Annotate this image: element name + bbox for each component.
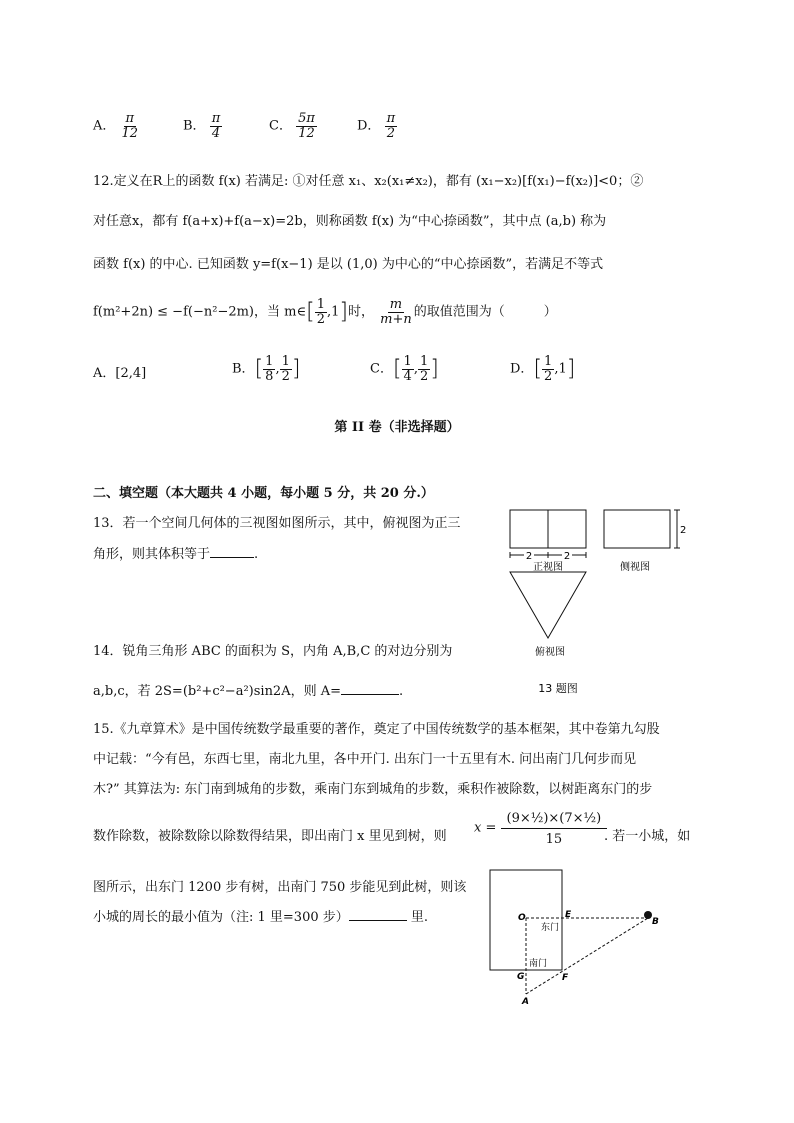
dim-front-right: 2 (563, 551, 571, 562)
formula-denominator: 15 (545, 831, 563, 847)
formula-numerator: (9×½)×(7×½) (501, 810, 608, 829)
q14-line2-text: a,b,c，若 2S=(b²+c²−a²)sin2A，则 A= (93, 684, 342, 699)
q15-line4-text: 数作除数，被除数除以除数得结果，即出南门 x 里见到树，则 (93, 829, 447, 844)
q15-formula (474, 810, 607, 846)
part-two-title: 第 II 卷（非选择题） (334, 420, 460, 435)
option-label: A． (93, 118, 116, 134)
frac-num: π (211, 111, 221, 126)
point-e: E (565, 910, 572, 920)
bracket-right: ] (339, 299, 348, 325)
q15-line6 (93, 906, 428, 925)
frac-num: 5π (298, 111, 315, 126)
q12-line3: 函数 f(x) 的中心. 已知函数 y=f(x−1) 是以 (1,0) 为中心的“中心捺函数”，若满足不等式 (93, 257, 604, 272)
answer-blank (349, 908, 407, 921)
bracket-right: ] (566, 356, 576, 382)
bracket-left: [ (254, 356, 264, 382)
bracket-left: [ (533, 356, 543, 382)
q15-city-figure (480, 862, 680, 1012)
q14-line1: 14．锐角三角形 ABC 的面积为 S，内角 A,B,C 的对边分别为 (93, 644, 453, 659)
q15-line6-end: 里. (410, 910, 429, 925)
q15-line4 (93, 825, 447, 844)
q15-line4-end: . 若一小城，如 (604, 829, 691, 844)
tree-marker (644, 911, 652, 919)
q12-option-b: B．[ $\frac{1}{8}$ , $\frac{1}{2}$ ] (232, 354, 301, 384)
frac-den: 4 (211, 125, 221, 141)
q12-option-a (93, 362, 146, 381)
q15-line1: 15.《九章算术》是中国传统数学最重要的著作，奠定了中国传统数学的基本框架，其中卷第九勾股 (93, 722, 660, 737)
q13-line2 (93, 543, 258, 562)
frac-den: 2 (386, 125, 395, 141)
frac-num: 1 (316, 297, 325, 312)
interval-end: ,1 (326, 304, 340, 320)
answer-blank (210, 545, 254, 558)
q14-line2 (93, 680, 403, 699)
q12-line4 (93, 298, 557, 326)
frac-num: 1 (419, 354, 429, 369)
frac-den: 2 (419, 368, 429, 384)
point-f: F (562, 973, 569, 983)
front-view-label: 正视图 (533, 562, 563, 573)
frac-den: 8 (265, 368, 274, 384)
point-o: O (518, 913, 526, 923)
interval-end: ,1 (554, 361, 567, 377)
option-label: B． (183, 118, 206, 134)
frac-den: m+n (380, 311, 412, 327)
frac-den: 2 (281, 368, 290, 384)
point-b: B (652, 917, 659, 927)
point-g: G (517, 972, 525, 982)
frac-den: 12 (121, 125, 139, 141)
option-label: D． (510, 361, 534, 377)
option-label: C． (269, 118, 292, 134)
bracket-left: [ (306, 299, 315, 325)
q12-option-d (510, 355, 575, 383)
option-label: B． (232, 361, 255, 377)
frac-num: m (389, 297, 403, 312)
q15-line2: 中记载：“今有邑，东西七里，南北九里，各中开门. 出东门一十五里有木. 问出南门几何步而见 (93, 752, 637, 767)
frac-den: 4 (403, 368, 412, 384)
frac-num: π (386, 111, 396, 126)
q12-option-c: C．[ $\frac{1}{4}$ , $\frac{1}{2}$ ] (370, 354, 439, 384)
frac-den: 2 (544, 368, 553, 384)
option-label: C． (370, 361, 393, 377)
q13-line2-text: 角形，则其体积等于 (93, 547, 211, 562)
top-view-triangle (510, 572, 586, 638)
q12-line4-part-c: 的取值范围为（ ） (413, 304, 557, 320)
q15-line6-text: 小城的周长的最小值为（注: 1 里=300 步） (93, 910, 349, 925)
q14-line2-end: . (399, 684, 404, 699)
frac-num: 1 (281, 354, 290, 369)
option-value: [2,4] (115, 366, 147, 381)
south-gate-label: 南门 (529, 959, 548, 969)
q11-option-d (357, 112, 397, 140)
q11-option-a (93, 112, 140, 140)
q15-line5: 图所示，出东门 1200 步有树，出南门 750 步能见到此树，则该 (93, 880, 467, 895)
q15-line3: 木?” 其算法为: 东门南到城角的步数，乘南门东到城角的步数，乘积作被除数，以树距离东门的步 (93, 782, 653, 797)
east-gate-label: 东门 (541, 923, 560, 933)
q12-line2: 对任意x，都有 f(a+x)+f(a−x)=2b，则称函数 f(x) 为“中心捺函数”，其中点 (a,b) 称为 (93, 214, 607, 229)
q11-option-c (269, 112, 317, 140)
q12-line1: 12.定义在R上的函数 f(x) 若满足: ①对任意 x₁、x₂(x₁≠x₂)，都有 (x₁−x₂)[f(x₁)−f(x₂)]<0；② (93, 174, 644, 189)
q13-three-view-figure (500, 500, 700, 700)
top-view-label: 俯视图 (535, 647, 565, 658)
frac-num: 1 (403, 354, 412, 369)
q13-line2-end: . (254, 547, 259, 562)
frac-den: 12 (298, 125, 315, 141)
option-label: D． (357, 118, 381, 134)
side-view-rect (604, 510, 670, 548)
frac-den: 2 (316, 311, 325, 327)
point-a: A (522, 997, 529, 1007)
side-view-label: 侧视图 (620, 562, 650, 573)
q13-line1: 13．若一个空间几何体的三视图如图所示，其中，俯视图为正三 (93, 516, 461, 531)
formula-x: x = (474, 820, 497, 836)
q11-option-b (183, 112, 222, 140)
bracket-right: ] (430, 356, 439, 382)
frac-num: π (125, 111, 135, 126)
q12-line4-part-a: f(m²+2n) ≤ −f(−n²−2m)，当 m∈ (93, 304, 307, 320)
answer-blank (341, 682, 399, 695)
figure-caption: 13 题图 (538, 682, 578, 695)
q12-line4-part-b: 时， (347, 304, 374, 320)
bracket-left: [ (392, 356, 402, 382)
frac-num: 1 (265, 354, 274, 369)
dim-side: 2 (680, 525, 687, 536)
dim-front-left: 2 (525, 551, 533, 562)
frac-num: 1 (544, 354, 553, 369)
bracket-right: ] (291, 356, 301, 382)
option-label: A． (93, 366, 116, 381)
section-two-title: 二、填空题（本大题共 4 小题，每小题 5 分，共 20 分.） (93, 486, 434, 501)
